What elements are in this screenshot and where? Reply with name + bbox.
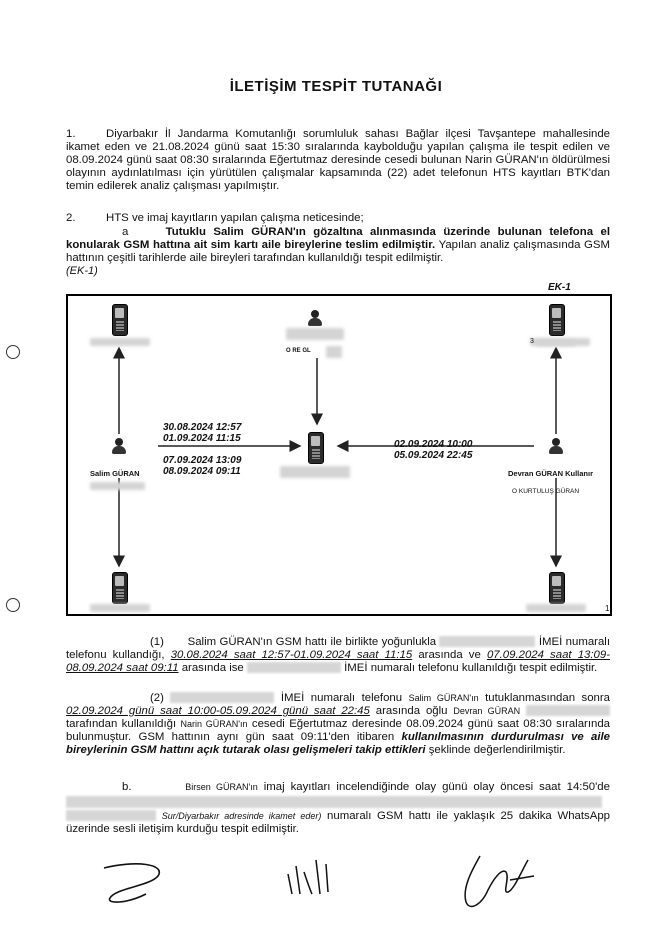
date-label: 08.09.2024 09:11 [163,466,241,477]
date-label: 07.09.2024 13:09 [163,455,242,466]
redacted-label [90,604,150,612]
left-person-label: Salim GÜRAN [90,469,140,478]
right-person-sub-label: O KURTULUŞ GÜRAN [512,488,580,495]
date-range: 30.08.2024 saat 12:57-01.09.2024 saat 11:15 [170,649,413,661]
phone-icon [308,432,324,464]
item-text: İMEİ numaralı telefonu [280,692,403,704]
item-text: imaj kayıtları incelendiğinde olay günü olay öncesi saat 14:50'de [263,781,610,793]
signature-3 [452,850,542,920]
date-label: 30.08.2024 12:57 [163,422,242,433]
redacted-text [66,796,602,808]
date-range: 07.09.2024 saat 13:09-08.09.2024 saat 09:11 [66,649,611,674]
item-text: arasında oğlu [375,705,448,717]
item-text: numaralı GSM hattı ile yaklaşık 25 dakika WhatsApp üzerinde sesli iletişim kurduğu tespit edilmiştir. [66,810,610,835]
redacted-text [526,705,610,716]
top-right-number: 3 [530,338,534,345]
redacted-text [439,636,535,647]
person-name: Narin GÜRAN'ın [180,719,248,729]
redacted-label [90,338,150,346]
person-icon [308,310,322,326]
document-title: İLETİŞİM TESPİT TUTANAĞI [229,78,443,95]
signature-1 [96,858,196,908]
redacted-label [326,346,342,358]
bold-text: kullanılmasının durdurulması ve aile bireylerinin GSM hattını açık tutarak olası gelişmeleri takip ettikleri [66,731,611,756]
paragraph-letter: a [122,226,129,238]
paragraph-1 [66,128,610,193]
diagram-page-number: 1 [605,604,610,613]
item-text: Sur/Diyarbakır adresinde ikamet eder) [161,811,322,821]
item-text: tutuklanmasından sonra [485,692,611,704]
ek-label: EK-1 [548,282,571,293]
person-name: Birsen GÜRAN'ın [185,782,258,792]
paragraph-text: HTS ve imaj kayıtların yapılan çalışma neticesinde; [106,212,364,224]
redacted-text [66,810,156,821]
redacted-label [286,328,344,340]
date-label: 02.09.2024 10:00 [394,439,473,450]
redacted-label [280,466,350,478]
paragraph-text: Yapılan analiz çalışmasında GSM hattının çeşitli tarihlerde aile bireyleri tarafından kullanıldığı tespit edilmiştir. [66,239,610,264]
paragraph-b1 [66,636,610,675]
phone-icon [112,304,128,336]
date-label: 01.09.2024 11:15 [163,433,241,444]
date-range: 02.09.2024 günü saat 10:00-05.09.2024 günü saat 22:45 [66,705,370,717]
binder-hole-icon [6,598,20,612]
item-text: tarafından kullanıldığı [66,718,177,730]
signature-2 [282,854,342,904]
paragraph-letter: b. [122,781,132,793]
redacted-label [90,482,145,490]
person-name: Devran GÜRAN [453,706,521,716]
item-text: şeklinde değerlendirilmiştir. [428,744,566,756]
phone-icon [549,572,565,604]
item-text: arasında ise [181,662,244,674]
paragraph-b2 [66,692,610,757]
person-icon [112,438,126,454]
item-text: Salim GÜRAN'ın GSM hattı ile birlikte yoğunlukla [187,636,437,648]
person-icon [549,438,563,454]
paragraph-2 [66,212,610,225]
item-text: cesedi Eğertutmaz deresinde 08.09.2024 günü saat 08:30 sıralarında bulunmuştur. GSM hattının aynı gün saat 09:11'den itibaren [66,718,610,743]
redacted-text [247,662,341,673]
right-person-label: Devran GÜRAN Kullanır [508,469,594,478]
item-text: arasında ve [418,649,481,661]
phone-icon [549,304,565,336]
date-label: 05.09.2024 22:45 [394,450,473,461]
paragraph-text: Diyarbakır İl Jandarma Komutanlığı sorumluluk sahası Bağlar ilçesi Tavşantepe mahallesinde ikamet eden ve 21.08.2024 günü saat 15:30 sıralarında kaybolduğu yapılan çalışma ile tespit edilen ve 08.09.2024 günü saat 08:30 sıralarında Eğertutmaz deresinde cesedi bulunan Narin GÜRAN'ın öldürülmesi olayının aydınlatılması için yürütülen çalışmalar kapsamında (22) adet telefonun HTS kayıtları BTK'dan temin edilerek analiz çalışması yapılmıştır. [66,128,610,192]
redacted-text [170,692,274,703]
item-text: İMEİ numaralı telefonu kullandığı, [66,636,610,661]
paragraph-bold-text: Tutuklu Salim GÜRAN'ın gözaltına alınmasında üzerinde bulunan telefona el konularak GSM hattına ait sim kartı aile bireylerine teslim edilmiştir. [66,226,611,251]
ek-reference: (EK-1) [66,265,98,277]
item-text: İMEİ numaralı telefonu kullanıldığı tespit edilmiştir. [344,662,598,674]
person-name: Salim GÜRAN'ın [408,693,479,703]
top-person-label: O RE GL [286,348,311,354]
paragraph-a [66,226,610,278]
paragraph-number: 2. [66,212,76,224]
item-number: (2) [150,692,164,704]
binder-hole-icon [6,345,20,359]
redacted-label [536,340,576,346]
paragraph-number: 1. [66,128,76,140]
item-number: (1) [150,636,164,648]
redacted-label [526,604,586,612]
relationship-diagram [66,294,612,616]
paragraph-b [66,781,610,836]
phone-icon [112,572,128,604]
